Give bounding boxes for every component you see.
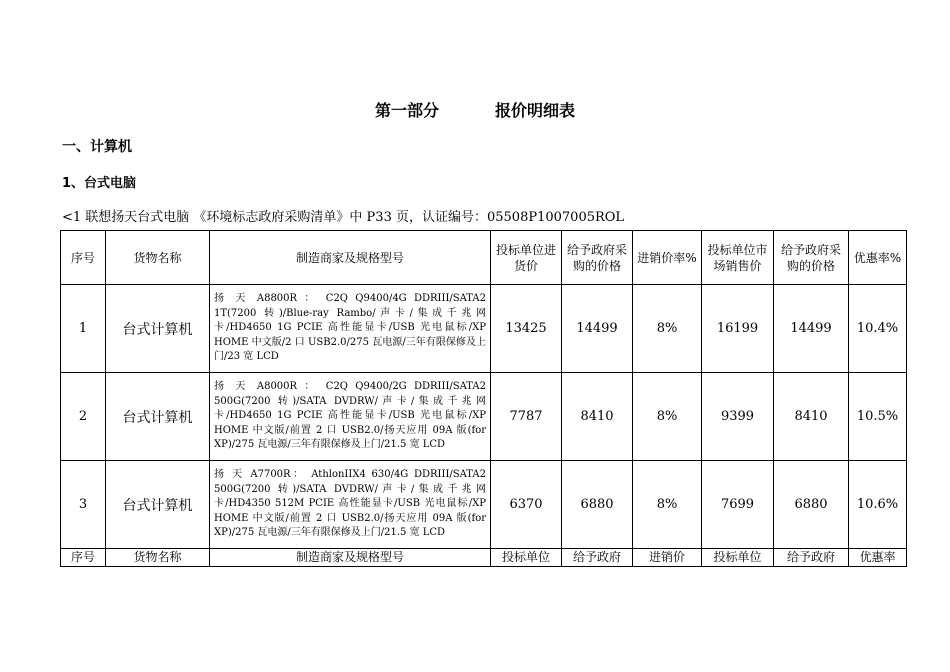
gov-price-2: 8410 (774, 373, 849, 461)
footer-cell: 进销价 (633, 549, 702, 567)
header-cell: 投标单位进货价 (491, 231, 562, 285)
gov-price: 6880 (562, 461, 633, 549)
discount-rate: 10.6% (849, 461, 907, 549)
cost-price: 6370 (491, 461, 562, 549)
subsection-heading: 1、台式电脑 (62, 176, 137, 191)
gov-price-2: 14499 (774, 285, 849, 373)
header-cell: 投标单位市场销售价 (702, 231, 774, 285)
cost-price: 7787 (491, 373, 562, 461)
goods-name: 台式计算机 (106, 461, 210, 549)
footer-cell: 给予政府 (562, 549, 633, 567)
margin-rate: 8% (633, 285, 702, 373)
header-cell: 货物名称 (106, 231, 210, 285)
section-heading: 一、计算机 (62, 139, 132, 155)
page-title (0, 98, 950, 121)
margin-rate: 8% (633, 461, 702, 549)
spec-cell: 扬 天 A8800R ： C2Q Q9400/4G DDRIII/SATA2 1T(7200 转)/Blue-ray Rambo/声卡/集成千兆网卡/HD4650 1G PCIE 高性能显卡/USB 光电鼠标/XP HOME 中文版/2 口 USB2.0/275 瓦电源/三年有限保修及上门/23 宽 LCD (210, 285, 491, 373)
header-cell: 序号 (61, 231, 106, 285)
market-price: 9399 (702, 373, 774, 461)
header-cell: 优惠率% (849, 231, 907, 285)
footer-cell: 货物名称 (106, 549, 210, 567)
cost-price: 13425 (491, 285, 562, 373)
spec-cell: 扬 天 A7700R： AthlonIIX4 630/4G DDRIII/SATA2 500G(7200 转)/SATA DVDRW/声卡/集成千兆网卡/HD4350 512M PCIE 高性能显卡/USB 光电鼠标/XP HOME 中文版/前置 2 口 USB2.0/扬天应用 09A 版(for XP)/275 瓦电源/三年有限保修及上门/21.5 宽 LCD (210, 461, 491, 549)
gov-price: 14499 (562, 285, 633, 373)
row-number: 3 (61, 461, 106, 549)
market-price: 16199 (702, 285, 774, 373)
quote-table (60, 230, 907, 567)
gov-price: 8410 (562, 373, 633, 461)
footer-cell: 序号 (61, 549, 106, 567)
header-cell: 制造商家及规格型号 (210, 231, 491, 285)
discount-rate: 10.4% (849, 285, 907, 373)
goods-name: 台式计算机 (106, 285, 210, 373)
repeated-header-row (61, 549, 907, 567)
footer-cell: 制造商家及规格型号 (210, 549, 491, 567)
table-row (61, 461, 907, 549)
table-row (61, 373, 907, 461)
row-number: 2 (61, 373, 106, 461)
footer-cell: 优惠率 (849, 549, 907, 567)
footer-cell: 投标单位 (702, 549, 774, 567)
market-price: 7699 (702, 461, 774, 549)
table-row (61, 285, 907, 373)
footer-cell: 给予政府 (774, 549, 849, 567)
row-number: 1 (61, 285, 106, 373)
discount-rate: 10.5% (849, 373, 907, 461)
table-header-row (61, 231, 907, 285)
margin-rate: 8% (633, 373, 702, 461)
title-part: 第一部分 (374, 101, 439, 120)
footer-cell: 投标单位 (491, 549, 562, 567)
header-cell: 给予政府采购的价格 (774, 231, 849, 285)
title-name: 报价明细表 (495, 101, 576, 120)
spec-cell: 扬 天 A8000R ： C2Q Q9400/2G DDRIII/SATA2 500G(7200 转)/SATA DVDRW/声卡/集成千兆网卡/HD4650 1G PCIE 高性能显卡/USB 光电鼠标/XP HOME 中文版/前置 2 口 USB2.0/扬天应用 09A 版(for XP)/275 瓦电源/三年有限保修及上门/21.5 宽 LCD (210, 373, 491, 461)
header-cell: 给予政府采购的价格 (562, 231, 633, 285)
header-cell: 进销价率% (633, 231, 702, 285)
gov-price-2: 6880 (774, 461, 849, 549)
goods-name: 台式计算机 (106, 373, 210, 461)
product-line: <1 联想扬天台式电脑 《环境标志政府采购清单》中 P33 页，认证编号：05508P1007005ROL (62, 210, 625, 225)
